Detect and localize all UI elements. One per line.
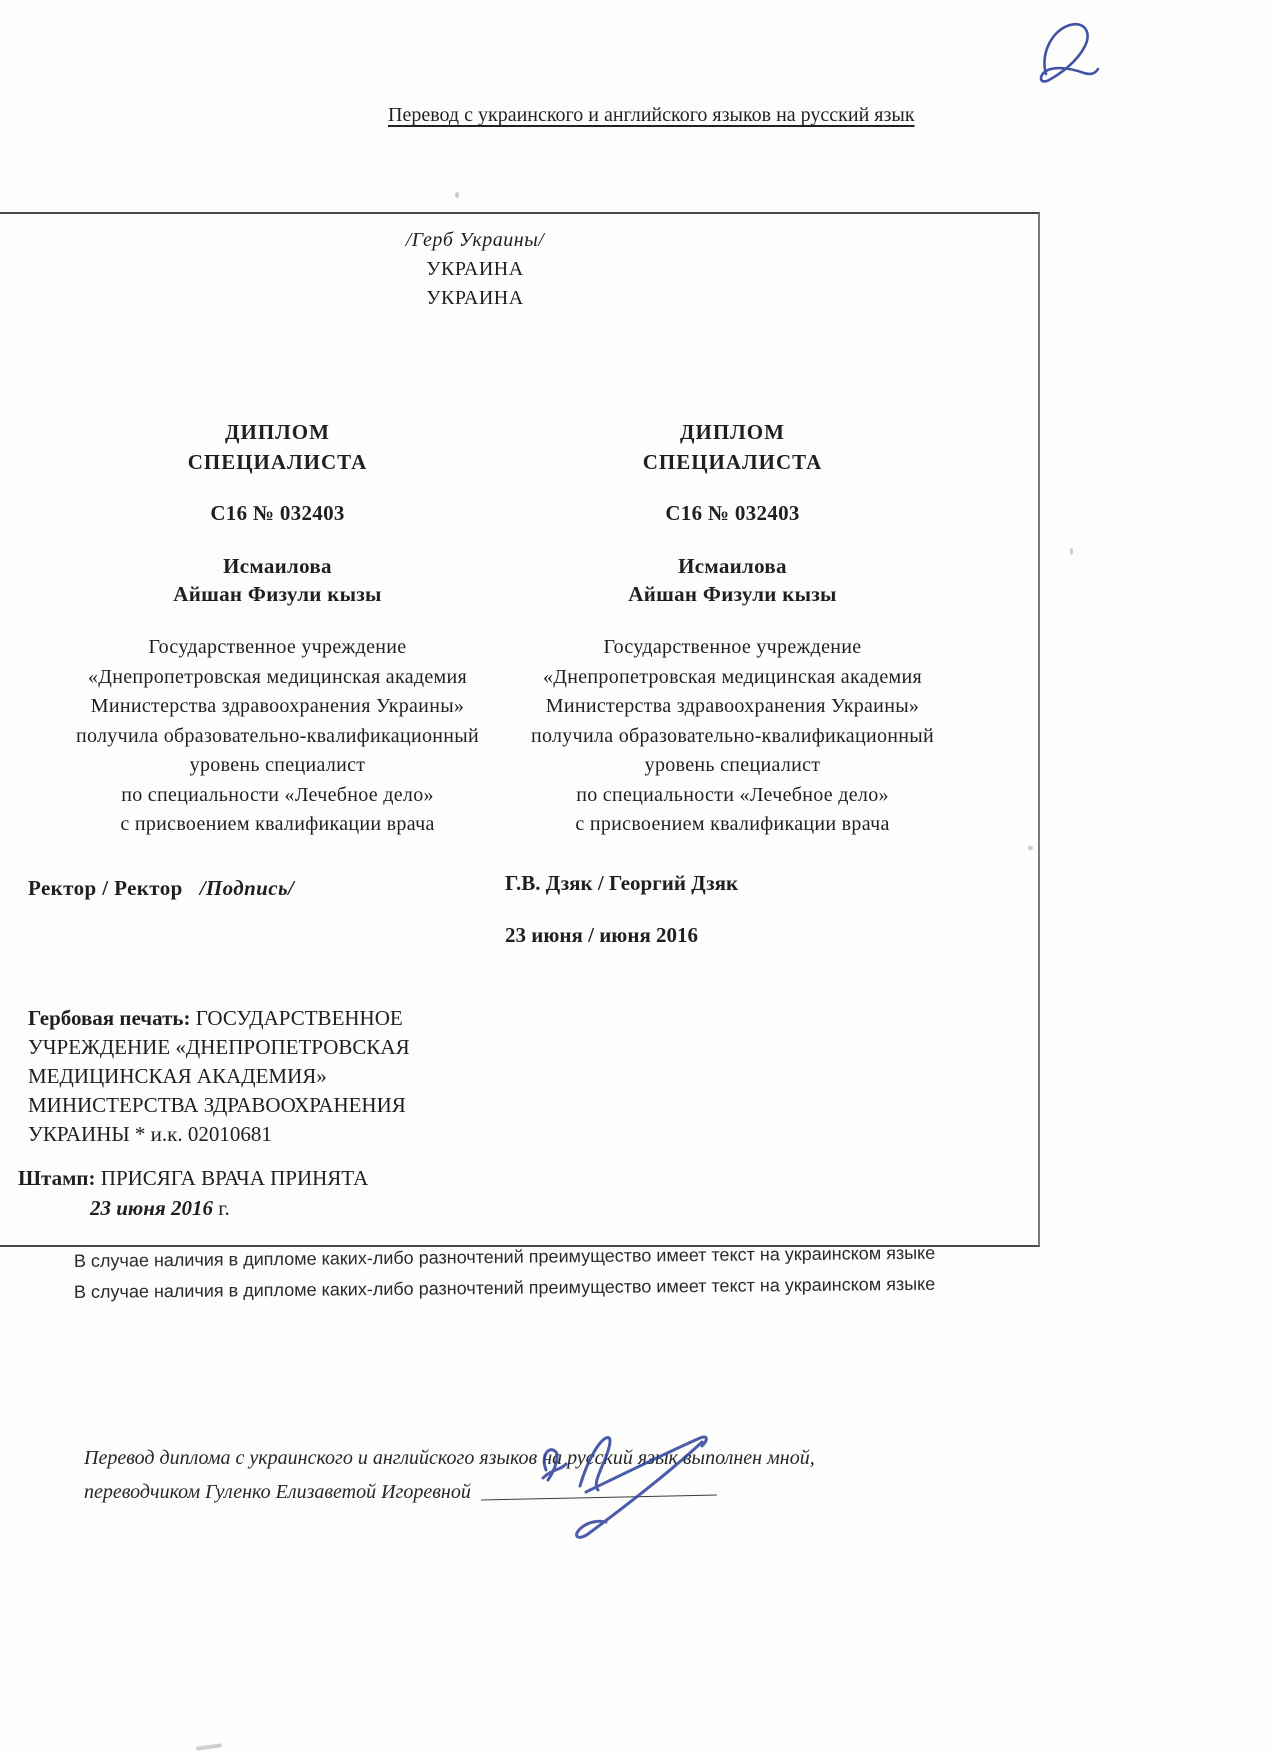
scan-artifact — [196, 1743, 222, 1751]
diploma-number: С16 № 032403 — [665, 501, 800, 525]
country-name-repeat: УКРАИНА — [426, 287, 524, 309]
scan-speck — [1070, 548, 1073, 555]
rector-signature-line — [28, 876, 294, 901]
translator-certification: Перевод диплома с украинского и английского языков на русский язык выполнен мной, переводчиком Гуленко Елизаветой Игоревной — [84, 1447, 815, 1503]
holder-name: Исмаилова Айшан Физули кызы — [173, 554, 382, 606]
emblem-note: /Герб Украины/ — [405, 229, 545, 251]
diploma-heading: ДИПЛОМ СПЕЦИАЛИСТА — [642, 420, 823, 474]
seal-transcription: Гербовая печать: ГОСУДАРСТВЕННОЕ УЧРЕЖДЕНИЕ «ДНЕПРОПЕТРОВСКАЯ МЕДИЦИНСКАЯ АКАДЕМИЯ» МИНИСТЕРСТВА ЗДРАВООХРАНЕНИЯ УКРАИНЫ * и.к. 02010681 — [28, 1006, 410, 1146]
diploma-date: 23 июня / июня 2016 — [505, 923, 699, 947]
translator-handwritten-signature — [488, 1408, 758, 1583]
discrepancy-note: В случае наличия в дипломе каких-либо разночтений преимущество имеет текст на украинском языке — [73, 1242, 936, 1271]
rector-name: Г.В. Дзяк / Георгий Дзяк — [505, 871, 739, 895]
diploma-body-text: Государственное учреждение «Днепропетровская медицинская академия Министерства здравоохранения Украины» получила образовательно-квалификационный уровень специалист по специальности «Лечебное дело» с присвоением квалификации врача — [530, 636, 935, 835]
stamp-date: 23 июня 2016 г. — [90, 1196, 230, 1220]
scan-speck — [1028, 846, 1033, 850]
stamp-label: Штамп: — [18, 1166, 96, 1190]
translation-title: Перевод с украинского и английского языков на русский язык — [388, 104, 915, 126]
diploma-header — [0, 226, 950, 313]
holder-name: Исмаилова Айшан Физули кызы — [628, 554, 837, 606]
country-name: УКРАИНА — [426, 258, 524, 280]
seal-label: Гербовая печать: — [28, 1006, 191, 1030]
diploma-heading: ДИПЛОМ СПЕЦИАЛИСТА — [187, 420, 368, 474]
diploma-number: С16 № 032403 — [210, 501, 345, 525]
signature-placeholder: /Подпись/ — [199, 876, 295, 900]
scan-speck — [455, 192, 459, 198]
discrepancy-note-repeat: В случае наличия в дипломе каких-либо разночтений преимущество имеет текст на украинском языке — [73, 1273, 936, 1302]
stamp-transcription: Штамп: ПРИСЯГА ВРАЧА ПРИНЯТА 23 июня 2016 г. — [18, 1163, 368, 1223]
diploma-body-text: Государственное учреждение «Днепропетровская медицинская академия Министерства здравоохранения Украины» получила образовательно-квалификационный уровень специалист по специальности «Лечебное дело» с присвоением квалификации врача — [75, 636, 480, 835]
handwritten-page-number — [1022, 8, 1122, 108]
rector-label: Ректор / Ректор — [28, 876, 183, 900]
